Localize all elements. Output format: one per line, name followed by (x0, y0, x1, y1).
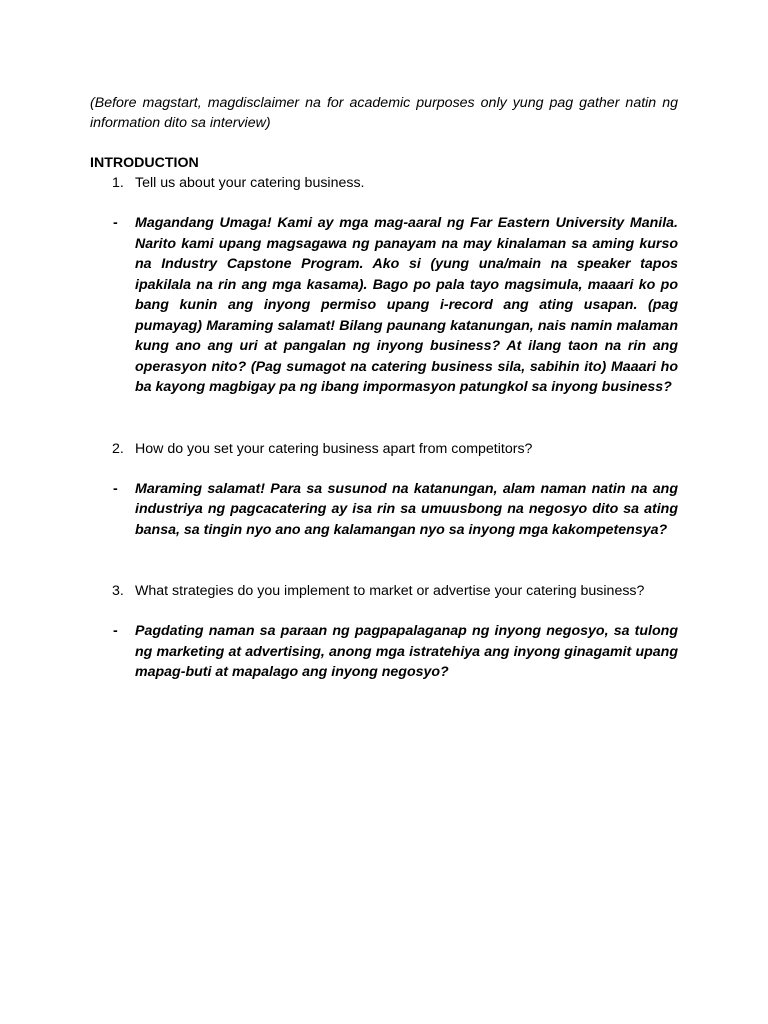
document-page (90, 93, 678, 683)
question-number: 2. (112, 440, 124, 457)
question-number: 3. (112, 583, 124, 599)
disclaimer-note: (Before magstart, magdisclaimer na for academic purposes only yung pag gather natin ng information dito sa interview) (90, 95, 678, 131)
answer-text: Pagdating naman sa paraan ng pagpapalaganap ng inyong negosyo, sa tulong ng marketing at advertising, anong mga istratehiya ang inyong ginagamit upang mapag-buti at mapalago ang inyong negosyo? (135, 623, 678, 680)
answer-item-1 (90, 213, 678, 398)
answer-item-2 (90, 479, 678, 541)
question-item-3 (90, 581, 678, 601)
question-text: What strategies do you implement to market or advertise your catering business? (135, 583, 645, 599)
question-text: Tell us about your catering business. (135, 175, 365, 191)
question-number: 1. (112, 175, 124, 191)
answer-text: Maraming salamat! Para sa susunod na katanungan, alam naman natin na ang industriya ng pagcacatering ay isa rin sa umuusbong na negosyo dito sa ating bansa, sa tingin nyo ano ang kalamangan nyo sa inyong mga kakompetensya? (135, 480, 678, 538)
question-item-1 (90, 173, 678, 193)
question-text: How do you set your catering business apart from competitors? (135, 440, 533, 457)
question-item-2 (90, 439, 678, 459)
bullet-dash: - (113, 623, 118, 639)
bullet-dash: - (113, 480, 118, 497)
answer-text: Magandang Umaga! Kami ay mga mag-aaral ng Far Eastern University Manila. Narito kami upang magsagawa ng panayam na may kinalaman sa aming kurso na Industry Capstone Program. Ako si (yung una/main na speaker tapos ipakilala na rin ang mga kasama). Bago po pala tayo magsimula, maaari ko po bang kunin ang inyong permiso upang i-record ang ating usapan. (pag pumayag) Maraming salamat! Bilang paunang katanungan, nais namin malaman kung ano ang uri at pangalan ng inyong business? At ilang taon na rin ang operasyon nito? (Pag sumagot na catering business sila, sabihin ito) Maaari ho ba kayong magbigay pa ng ibang impormasyon patungkol sa inyong business? (135, 215, 678, 395)
bullet-dash: - (113, 215, 118, 231)
section-heading: INTRODUCTION (90, 155, 199, 171)
answer-item-3 (90, 621, 678, 683)
